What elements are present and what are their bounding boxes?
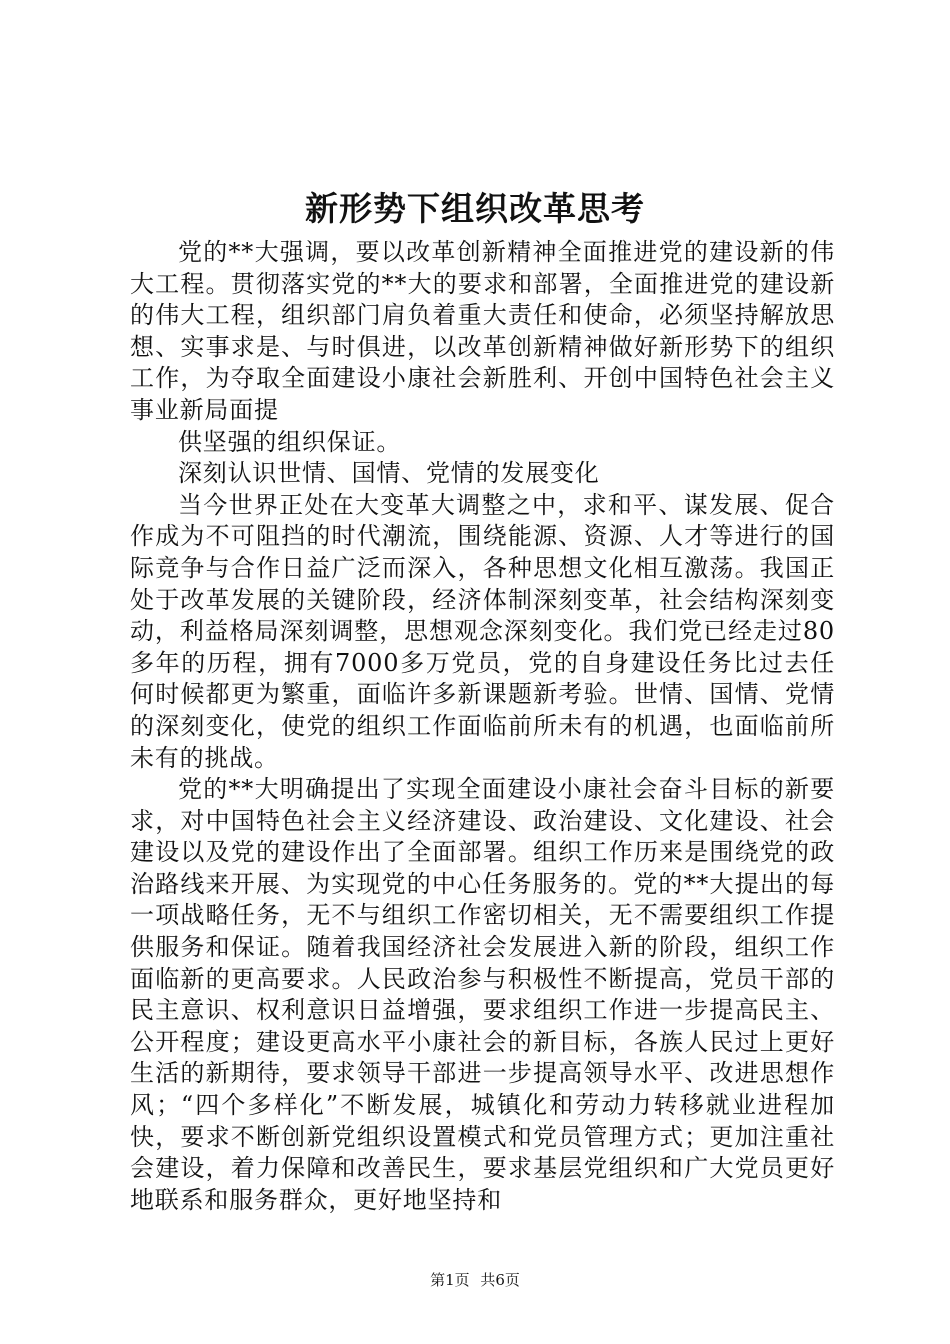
paragraph-intro: 党的**大强调，要以改革创新精神全面推进党的建设新的伟大工程。贯彻落实党的**大的要求和部署，全面推进党的建设新的伟大工程，组织部门肩负着重大责任和使命，必须坚持解放思想、实事求是、与时俱进，以改革创新精神做好新形势下的组织工作，为夺取全面建设小康社会新胜利、开创中国特色社会主义事业新局面提	[130, 238, 835, 424]
document-title: 新形势下组织改革思考	[305, 189, 645, 228]
paragraph-new-requirements: 党的**大明确提出了实现全面建设小康社会奋斗目标的新要求，对中国特色社会主义经济建设、政治建设、文化建设、社会建设以及党的建设作出了全面部署。组织工作历来是围绕党的政治路线来开展、为实现党的中心任务服务的。党的**大提出的每一项战略任务，无不与组织工作密切相关，无不需要组织工作提供服务和保证。随着我国经济社会发展进入新的阶段，组织工作面临新的更高要求。人民政治参与积极性不断提高，党员干部的民主意识、权利意识日益增强，要求组织工作进一步提高民主、公开程度；建设更高水平小康社会的新目标，各族人民过上更好生活的新期待，要求领导干部进一步提高领导水平、改进思想作风；“四个多样化”不断发展，城镇化和劳动力转移就业进程加快，要求不断创新党组织设置模式和党员管理方式；更加注重社会建设，着力保障和改善民生，要求基层党组织和广大党员更好地联系和服务群众，更好地坚持和	[130, 775, 835, 1214]
page-number: 第1页	[430, 1271, 470, 1289]
document-body	[130, 237, 835, 1216]
section-heading: 深刻认识世情、国情、党情的发展变化	[178, 459, 600, 488]
paragraph-intro-continued: 供坚强的组织保证。	[178, 427, 402, 456]
page-total: 共6页	[480, 1271, 520, 1289]
paragraph-world-situation: 当今世界正处在大变革大调整之中，求和平、谋发展、促合作成为不可阻挡的时代潮流，围绕能源、资源、人才等进行的国际竞争与合作日益广泛而深入，各种思想文化相互激荡。我国正处于改革发展的关键阶段，经济体制深刻变革，社会结构深刻变动，利益格局深刻调整，思想观念深刻变化。我们党已经走过80多年的历程，拥有7000多万党员，党的自身建设任务比过去任何时候都更为繁重，面临许多新课题新考验。世情、国情、党情的深刻变化，使党的组织工作面临前所未有的机遇，也面临前所未有的挑战。	[130, 490, 835, 772]
page-footer	[0, 1270, 950, 1290]
